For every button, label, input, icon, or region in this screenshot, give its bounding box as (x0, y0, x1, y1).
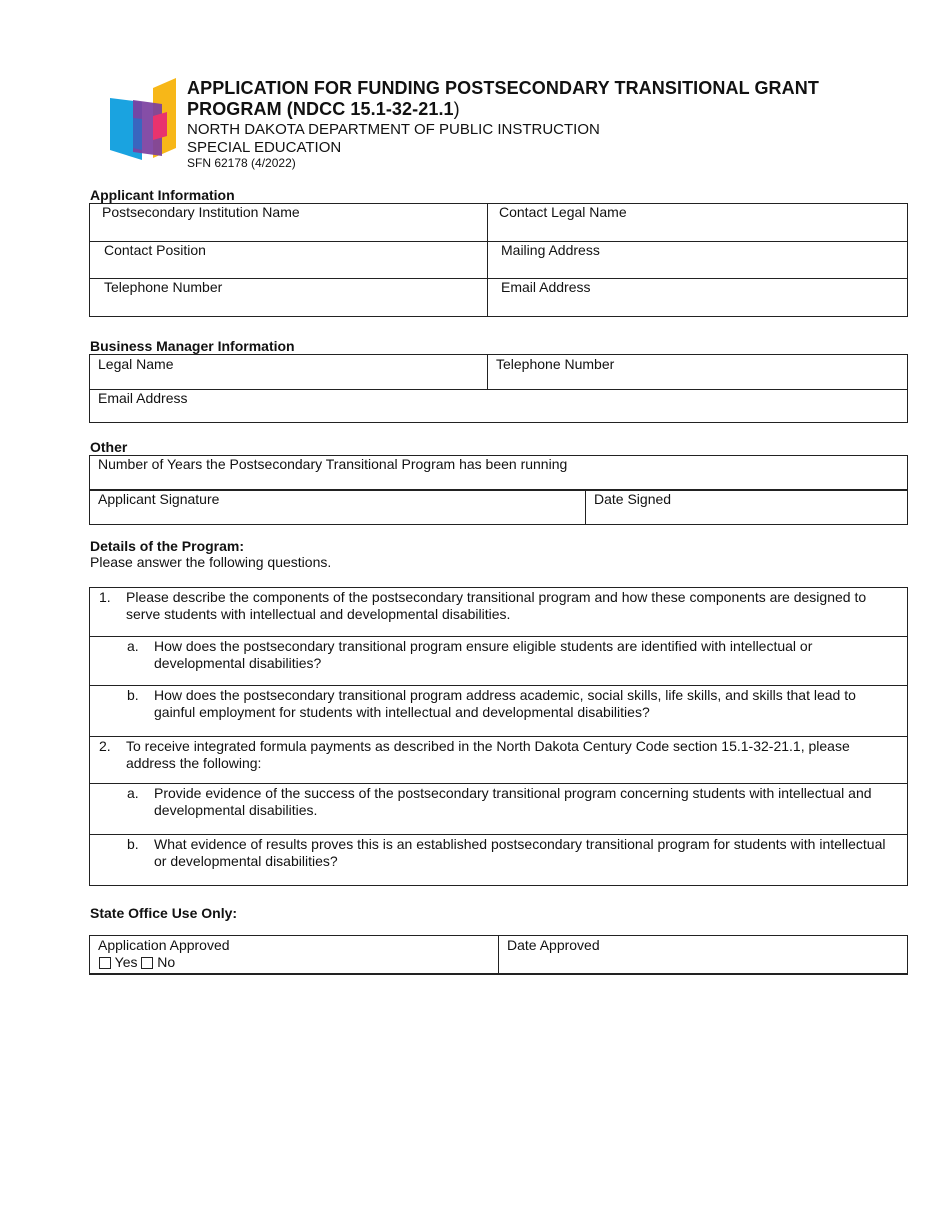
yes-label: Yes (114, 954, 138, 970)
form-title-line1: APPLICATION FOR FUNDING POSTSECONDARY TRANSITIONAL GRANT (187, 78, 819, 98)
applicant-signature-field[interactable]: Applicant Signature (98, 491, 220, 507)
business-manager-heading: Business Manager Information (90, 338, 295, 354)
question-1b-text[interactable]: How does the postsecondary transitional program address academic, social skills, life skills, and skills that lead to gainful employment for students with intellectual and developmental disabilities? (154, 687, 856, 720)
no-checkbox[interactable] (141, 957, 153, 969)
details-instructions: Please answer the following questions. (90, 554, 332, 570)
telephone-number-field[interactable]: Telephone Number (104, 279, 223, 295)
email-address-field[interactable]: Email Address (501, 279, 591, 295)
other-heading: Other (90, 439, 128, 455)
questions-table (89, 587, 908, 886)
bm-telephone-field[interactable]: Telephone Number (496, 356, 615, 372)
date-signed-field[interactable]: Date Signed (594, 491, 672, 507)
form-title-line2: PROGRAM (NDCC 15.1-32-21.1) (187, 99, 460, 119)
form-number: SFN 62178 (4/2022) (187, 156, 296, 170)
applicant-table (89, 203, 908, 317)
state-office-table (89, 935, 908, 975)
no-label: No (157, 954, 176, 970)
question-2a-number: a. (127, 785, 139, 801)
question-1b-number: b. (127, 687, 139, 703)
details-heading: Details of the Program: (90, 538, 245, 554)
other-table (89, 455, 908, 525)
department-name: NORTH DAKOTA DEPARTMENT OF PUBLIC INSTRUCTION (187, 121, 600, 138)
applicant-heading: Applicant Information (90, 187, 235, 203)
contact-position-field[interactable]: Contact Position (104, 242, 206, 258)
bm-email-field[interactable]: Email Address (98, 390, 188, 406)
ndpi-logo-icon (110, 78, 178, 160)
date-approved-field[interactable]: Date Approved (507, 937, 600, 953)
question-1a-number: a. (127, 638, 139, 654)
approval-options (99, 954, 175, 970)
yes-checkbox[interactable] (99, 957, 111, 969)
form-title (187, 78, 819, 120)
years-running-field[interactable]: Number of Years the Postsecondary Transitional Program has been running (98, 456, 568, 472)
division-name: SPECIAL EDUCATION (187, 139, 342, 156)
question-1-text[interactable]: Please describe the components of the postsecondary transitional program and how these components are designed to serve students with intellectual and developmental disabilities. (126, 589, 867, 622)
question-2-text[interactable]: To receive integrated formula payments as described in the North Dakota Century Code section 15.1-32-21.1, please address the following: (126, 738, 850, 771)
question-2-number: 2. (99, 738, 111, 754)
application-approved-label: Application Approved (98, 937, 230, 953)
question-1a-text[interactable]: How does the postsecondary transitional program ensure eligible students are identified with intellectual or developmental disabilities? (154, 638, 813, 671)
contact-legal-name-field[interactable]: Contact Legal Name (499, 204, 627, 220)
institution-name-field[interactable]: Postsecondary Institution Name (102, 204, 300, 220)
question-2a-text[interactable]: Provide evidence of the success of the postsecondary transitional program concerning students with intellectual and developmental disabilities. (154, 785, 872, 818)
department-block (187, 121, 600, 157)
business-manager-table (89, 354, 908, 423)
question-2b-number: b. (127, 836, 139, 852)
bm-legal-name-field[interactable]: Legal Name (98, 356, 174, 372)
question-2b-text[interactable]: What evidence of results proves this is an established postsecondary transitional program for students with intellectual or developmental disabilities? (154, 836, 886, 869)
question-1-number: 1. (99, 589, 111, 605)
state-office-heading: State Office Use Only: (90, 905, 238, 921)
mailing-address-field[interactable]: Mailing Address (501, 242, 600, 258)
